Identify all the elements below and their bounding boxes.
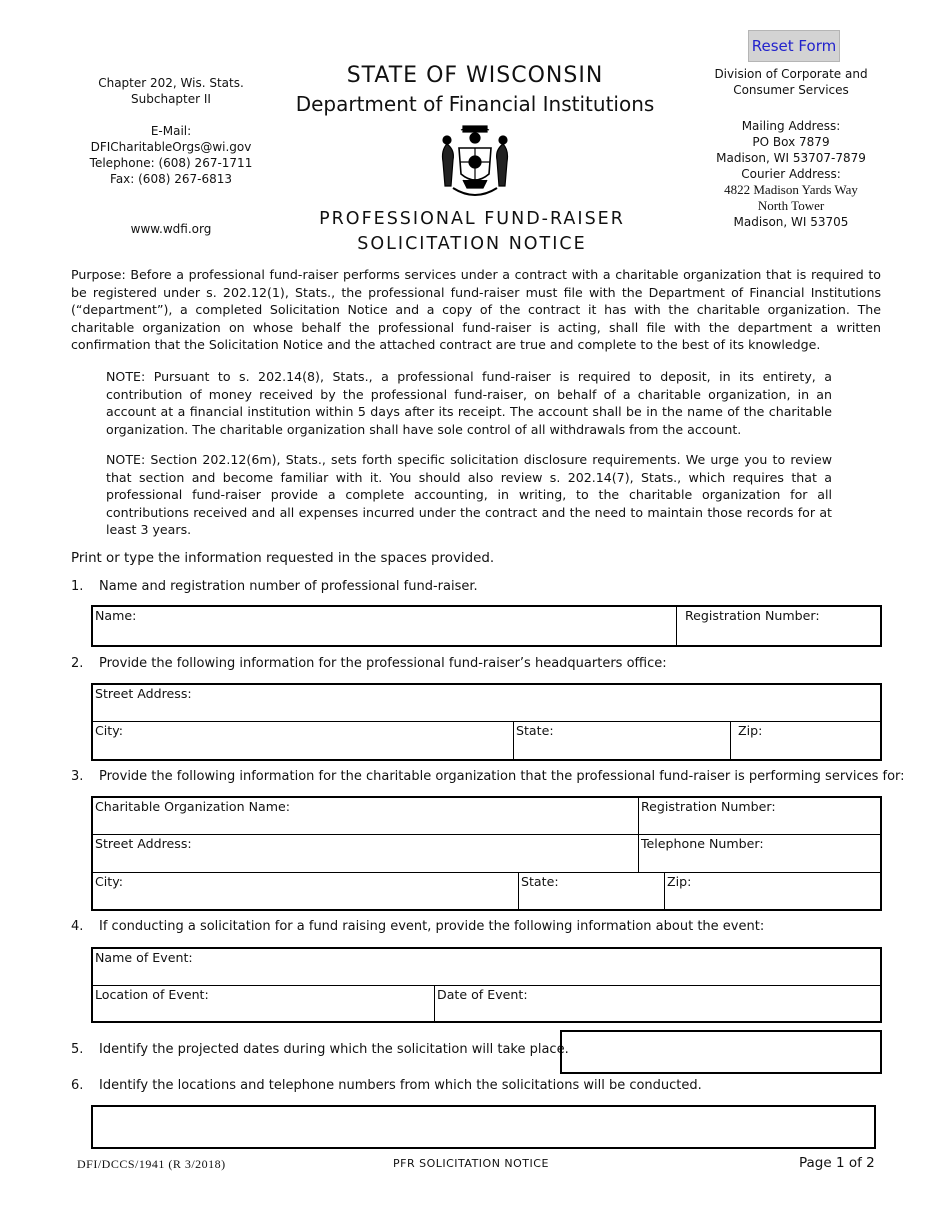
question-6 — [71, 1078, 702, 1093]
q3-city-input[interactable] — [93, 889, 518, 909]
q2-city-input[interactable] — [93, 739, 513, 759]
q2-street-input[interactable] — [93, 701, 880, 721]
q4-event-name-field[interactable] — [93, 949, 880, 986]
q2-zip-input[interactable] — [731, 739, 880, 759]
question-text: If conducting a solicitation for a fund raising event, provide the following information about the event: — [99, 919, 765, 934]
question-number: 1. — [71, 579, 84, 594]
q2-field-group — [91, 683, 882, 761]
q3-street-field[interactable] — [93, 835, 639, 873]
q1-registration-field[interactable] — [677, 607, 880, 645]
agency-contact-info — [60, 75, 282, 237]
division-name-line-2: Consumer Services — [733, 83, 849, 97]
chapter-reference: Chapter 202, Wis. Stats. — [98, 76, 244, 90]
question-text: Name and registration number of professional fund-raiser. — [99, 579, 478, 594]
q2-street-field[interactable] — [93, 685, 880, 722]
q3-city-field[interactable] — [93, 873, 519, 909]
purpose-paragraph: Purpose: Before a professional fund-raiser performs services under a contract with a charitable organization that is required to be registered under s. 202.12(1), Stats., the professional fund-raiser must file with the Department of Financial Institutions (“department”), a completed Solicitation Notice and a copy of the contract it has with the charitable organization. The charitable organization on whose behalf the professional fund-raiser is acting, shall file with the department a written confirmation that the Solicitation Notice and the attached contract are true and complete to the best of its knowledge. — [71, 267, 881, 353]
q3-registration-field[interactable] — [639, 798, 880, 835]
question-number: 3. — [71, 769, 84, 784]
question-number: 5. — [71, 1042, 84, 1057]
department-name: Department of Financial Institutions — [295, 92, 655, 116]
telephone-number: Telephone: (608) 267-1711 — [89, 156, 253, 170]
question-text: Provide the following information for the professional fund-raiser’s headquarters office: — [99, 656, 667, 671]
question-number: 4. — [71, 919, 84, 934]
field-label: Street Address: — [95, 836, 192, 851]
q3-state-input[interactable] — [519, 889, 664, 909]
form-id: DFI/DCCS/1941 (R 3/2018) — [77, 1157, 226, 1171]
mailing-city: Madison, WI 53707-7879 — [716, 151, 866, 165]
field-label: City: — [95, 723, 124, 738]
field-label: Zip: — [667, 874, 692, 889]
q6-locations-input[interactable] — [95, 1109, 874, 1149]
q5-dates-input[interactable] — [564, 1034, 878, 1070]
field-label: Name: — [95, 608, 137, 623]
form-short-name: PFR SOLICITATION NOTICE — [393, 1157, 549, 1170]
note-disclosure-paragraph: NOTE: Section 202.12(6m), Stats., sets forth specific solicitation disclosure requirements. We urge you to review that section and become familiar with it. You should also review s. 202.14(7), Stats., which requires that a professional fund-raiser provide a complete accounting, in writing, to the charitable organization for all contributions received and all expenses incurred under the contract and the need to maintain those records for at least 3 years. — [106, 452, 832, 538]
q2-zip-field[interactable] — [731, 722, 880, 759]
q4-date-field[interactable] — [435, 986, 880, 1021]
q4-location-field[interactable] — [93, 986, 435, 1021]
q3-state-field[interactable] — [519, 873, 665, 909]
reset-form-button[interactable]: Reset Form — [748, 30, 840, 62]
question-text: Provide the following information for the charitable organization that the professional fund-raiser is performing services for: — [99, 769, 905, 784]
website-link: www.wdfi.org — [130, 222, 212, 236]
field-label: Street Address: — [95, 686, 192, 701]
fax-number: Fax: (608) 267-6813 — [110, 172, 232, 186]
q6-locations-field[interactable] — [91, 1105, 876, 1149]
question-number: 2. — [71, 656, 84, 671]
courier-city: Madison, WI 53705 — [733, 215, 849, 229]
field-label: Telephone Number: — [641, 836, 764, 851]
q3-registration-input[interactable] — [639, 814, 880, 834]
question-1 — [71, 579, 478, 594]
field-label: Charitable Organization Name: — [95, 799, 290, 814]
field-label: State: — [521, 874, 559, 889]
question-text: Identify the locations and telephone numbers from which the solicitations will be conducted. — [99, 1078, 702, 1093]
courier-street: 4822 Madison Yards Way — [724, 182, 858, 197]
form-title-line-1: PROFESSIONAL FUND-RAISER — [319, 209, 625, 229]
page-number: Page 1 of 2 — [799, 1155, 875, 1171]
q3-field-group — [91, 796, 882, 911]
email-label: E-Mail: — [150, 124, 192, 138]
q4-location-input[interactable] — [93, 1001, 434, 1021]
division-address-info — [698, 66, 884, 230]
state-name: STATE OF WISCONSIN — [346, 63, 604, 88]
field-label: Registration Number: — [641, 799, 776, 814]
q1-name-field[interactable] — [93, 607, 677, 645]
question-3 — [71, 769, 905, 784]
subchapter-reference: Subchapter II — [131, 92, 211, 106]
courier-address-label: Courier Address: — [741, 167, 841, 181]
q2-city-field[interactable] — [93, 722, 514, 759]
division-name-line-1: Division of Corporate and — [714, 67, 868, 81]
question-number: 6. — [71, 1078, 84, 1093]
question-4 — [71, 919, 764, 934]
q4-event-name-input[interactable] — [93, 965, 880, 985]
courier-building: North Tower — [757, 198, 825, 213]
form-title — [270, 207, 674, 257]
question-5 — [71, 1042, 569, 1057]
q2-state-field[interactable] — [514, 722, 731, 759]
form-title-line-2: SOLICITATION NOTICE — [357, 234, 587, 254]
q4-field-group — [91, 947, 882, 1023]
q5-dates-field[interactable] — [560, 1030, 882, 1074]
email-address: DFICharitableOrgs@wi.gov — [90, 140, 252, 154]
q2-state-input[interactable] — [514, 739, 730, 759]
question-text: Identify the projected dates during which the solicitation will take place. — [99, 1042, 569, 1057]
field-label: Location of Event: — [95, 987, 209, 1002]
q3-zip-input[interactable] — [665, 889, 880, 909]
q1-field-group — [91, 605, 882, 647]
q3-org-name-field[interactable] — [93, 798, 639, 835]
mailing-address-label: Mailing Address: — [741, 119, 841, 133]
field-label: City: — [95, 874, 124, 889]
q4-date-input[interactable] — [435, 1001, 880, 1021]
field-label: Registration Number: — [685, 608, 820, 623]
q1-name-input[interactable] — [93, 625, 676, 645]
q3-telephone-input[interactable] — [639, 852, 880, 872]
q3-street-input[interactable] — [93, 852, 638, 872]
field-label: Date of Event: — [437, 987, 528, 1002]
q3-org-name-input[interactable] — [93, 814, 638, 834]
field-label: Name of Event: — [95, 950, 193, 965]
wisconsin-seal-icon — [433, 122, 517, 204]
field-label: Zip: — [738, 723, 763, 738]
field-label: State: — [516, 723, 554, 738]
note-deposit-paragraph: NOTE: Pursuant to s. 202.14(8), Stats., a professional fund-raiser is required to deposit, in its entirety, a contribution of money received by the professional fund-raiser, on behalf of a charitable organization, in an account at a financial institution within 5 days after its receipt. The account shall be in the name of the charitable organization. The charitable organization shall have sole control of all withdrawals from the account. — [106, 369, 832, 437]
q3-telephone-field[interactable] — [639, 835, 880, 873]
q1-registration-input[interactable] — [677, 625, 880, 645]
question-2 — [71, 656, 667, 671]
print-instruction: Print or type the information requested in the spaces provided. — [71, 551, 495, 566]
page-header — [270, 62, 680, 118]
mailing-po-box: PO Box 7879 — [752, 135, 830, 149]
q3-zip-field[interactable] — [665, 873, 880, 909]
